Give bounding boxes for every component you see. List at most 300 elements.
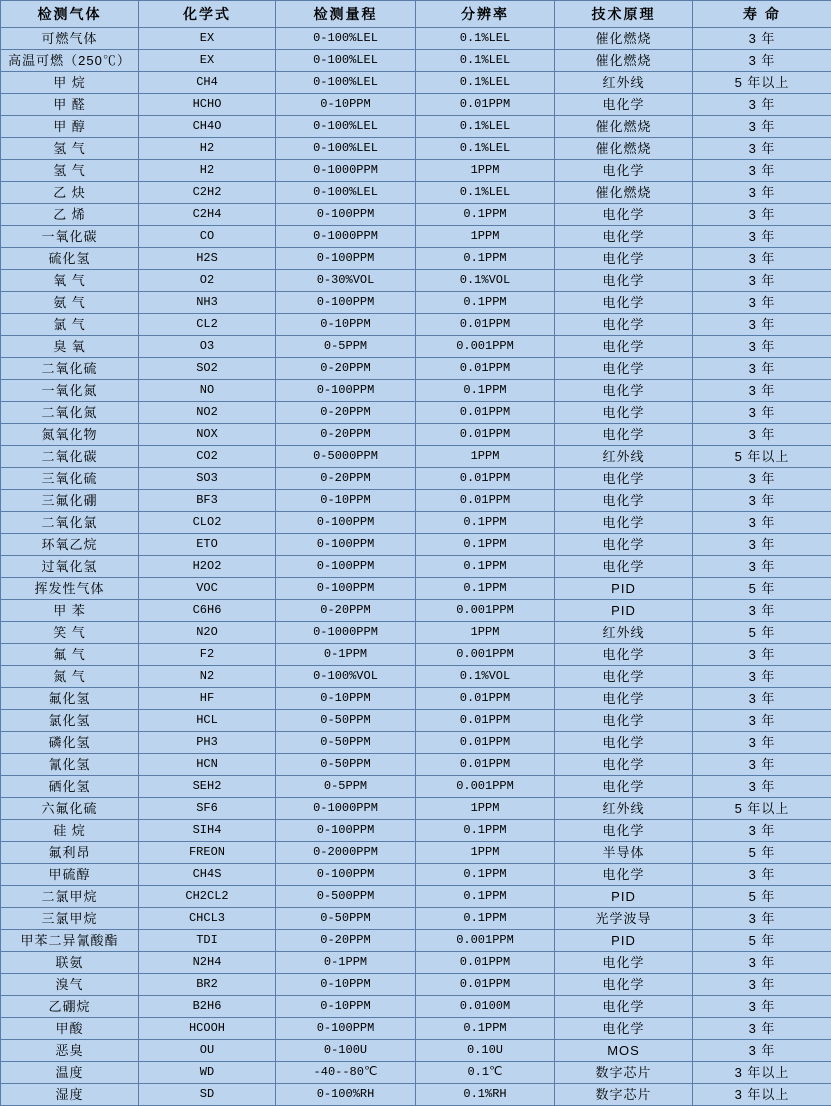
table-row: [1, 512, 831, 534]
table-cell: EX: [139, 28, 276, 50]
table-cell: 3 年: [693, 688, 831, 710]
table-cell: 湿度: [1, 1084, 139, 1106]
table-cell: 氟 气: [1, 644, 139, 666]
table-cell: 甲苯二异氰酸酯: [1, 930, 139, 952]
table-cell: CH4O: [139, 116, 276, 138]
table-row: [1, 578, 831, 600]
table-cell: 0-100%LEL: [276, 72, 416, 94]
table-cell: CH2CL2: [139, 886, 276, 908]
table-cell: C6H6: [139, 600, 276, 622]
table-cell: 甲酸: [1, 1018, 139, 1040]
table-cell: 0.001PPM: [416, 600, 555, 622]
table-row: [1, 116, 831, 138]
table-cell: 0.1PPM: [416, 556, 555, 578]
table-cell: 红外线: [555, 798, 693, 820]
table-cell: 高温可燃（250℃）: [1, 50, 139, 72]
table-cell: 氯化氢: [1, 710, 139, 732]
table-cell: 1PPM: [416, 798, 555, 820]
table-cell: 0.1%VOL: [416, 270, 555, 292]
table-cell: 0.1PPM: [416, 204, 555, 226]
table-cell: 甲 醇: [1, 116, 139, 138]
table-cell: 3 年: [693, 490, 831, 512]
table-cell: 电化学: [555, 248, 693, 270]
table-row: [1, 776, 831, 798]
table-cell: NO: [139, 380, 276, 402]
table-cell: 5 年以上: [693, 798, 831, 820]
table-cell: 光学波导: [555, 908, 693, 930]
table-cell: F2: [139, 644, 276, 666]
table-cell: SEH2: [139, 776, 276, 798]
table-cell: 3 年: [693, 336, 831, 358]
table-cell: MOS: [555, 1040, 693, 1062]
table-cell: 溴气: [1, 974, 139, 996]
table-cell: 0-100PPM: [276, 578, 416, 600]
table-cell: 硫化氢: [1, 248, 139, 270]
header-cell-gas: 检测气体: [1, 1, 139, 28]
header-cell-formula: 化学式: [139, 1, 276, 28]
table-cell: N2: [139, 666, 276, 688]
table-cell: 0-10PPM: [276, 688, 416, 710]
table-cell: 0-50PPM: [276, 754, 416, 776]
table-cell: 1PPM: [416, 842, 555, 864]
table-cell: 0-100PPM: [276, 556, 416, 578]
table-cell: PID: [555, 930, 693, 952]
table-cell: HF: [139, 688, 276, 710]
table-cell: H2S: [139, 248, 276, 270]
table-row: [1, 1018, 831, 1040]
table-cell: 0.001PPM: [416, 644, 555, 666]
table-cell: 六氟化硫: [1, 798, 139, 820]
table-cell: 0-10PPM: [276, 94, 416, 116]
table-cell: 0.01PPM: [416, 688, 555, 710]
table-cell: 可燃气体: [1, 28, 139, 50]
table-cell: 甲 醛: [1, 94, 139, 116]
table-cell: 电化学: [555, 270, 693, 292]
table-cell: B2H6: [139, 996, 276, 1018]
table-row: [1, 424, 831, 446]
table-row: [1, 380, 831, 402]
table-row: [1, 930, 831, 952]
table-cell: 0.1PPM: [416, 512, 555, 534]
table-cell: 0.1PPM: [416, 248, 555, 270]
table-cell: 一氧化碳: [1, 226, 139, 248]
table-cell: 电化学: [555, 358, 693, 380]
table-cell: 0-10PPM: [276, 974, 416, 996]
table-cell: 催化燃烧: [555, 50, 693, 72]
table-cell: 氢 气: [1, 160, 139, 182]
table-cell: OU: [139, 1040, 276, 1062]
table-cell: 0.1%LEL: [416, 138, 555, 160]
table-cell: PH3: [139, 732, 276, 754]
table-cell: 3 年: [693, 512, 831, 534]
table-cell: 甲 苯: [1, 600, 139, 622]
table-cell: 0-1000PPM: [276, 226, 416, 248]
table-row: [1, 292, 831, 314]
table-cell: 3 年: [693, 226, 831, 248]
table-cell: 恶臭: [1, 1040, 139, 1062]
table-cell: ETO: [139, 534, 276, 556]
table-row: [1, 50, 831, 72]
table-cell: 0.1%LEL: [416, 28, 555, 50]
table-cell: 电化学: [555, 160, 693, 182]
table-cell: H2: [139, 138, 276, 160]
table-cell: 1PPM: [416, 446, 555, 468]
table-cell: CO2: [139, 446, 276, 468]
table-cell: 数字芯片: [555, 1062, 693, 1084]
table-cell: 红外线: [555, 446, 693, 468]
table-cell: 催化燃烧: [555, 182, 693, 204]
table-cell: 联氨: [1, 952, 139, 974]
table-cell: 0.1%LEL: [416, 116, 555, 138]
table-cell: 电化学: [555, 1018, 693, 1040]
table-cell: 0.01PPM: [416, 710, 555, 732]
table-cell: O2: [139, 270, 276, 292]
table-cell: 电化学: [555, 226, 693, 248]
table-cell: 0-100PPM: [276, 512, 416, 534]
table-cell: 0.1%VOL: [416, 666, 555, 688]
table-row: [1, 248, 831, 270]
table-cell: 硅 烷: [1, 820, 139, 842]
table-cell: 0.01PPM: [416, 94, 555, 116]
table-row: [1, 710, 831, 732]
table-row: [1, 204, 831, 226]
table-cell: 5 年: [693, 842, 831, 864]
table-cell: 3 年: [693, 644, 831, 666]
table-cell: HCL: [139, 710, 276, 732]
table-cell: 5 年: [693, 622, 831, 644]
table-cell: 0.01PPM: [416, 952, 555, 974]
table-cell: PID: [555, 600, 693, 622]
table-row: [1, 974, 831, 996]
table-cell: 0-30%VOL: [276, 270, 416, 292]
table-cell: 0-5000PPM: [276, 446, 416, 468]
table-cell: H2O2: [139, 556, 276, 578]
table-row: [1, 226, 831, 248]
table-row: [1, 402, 831, 424]
table-cell: 3 年: [693, 864, 831, 886]
header-cell-resolution: 分辨率: [416, 1, 555, 28]
table-cell: 氰化氢: [1, 754, 139, 776]
table-cell: 电化学: [555, 974, 693, 996]
table-cell: 0.1PPM: [416, 380, 555, 402]
table-cell: 0.01PPM: [416, 490, 555, 512]
table-cell: 电化学: [555, 204, 693, 226]
table-cell: 3 年: [693, 182, 831, 204]
table-cell: 3 年: [693, 116, 831, 138]
table-cell: 乙硼烷: [1, 996, 139, 1018]
table-cell: 0-20PPM: [276, 930, 416, 952]
table-cell: 1PPM: [416, 226, 555, 248]
table-cell: -40--80℃: [276, 1062, 416, 1084]
table-cell: PID: [555, 578, 693, 600]
table-cell: 0.1%LEL: [416, 72, 555, 94]
table-cell: 1PPM: [416, 622, 555, 644]
table-cell: PID: [555, 886, 693, 908]
table-row: [1, 600, 831, 622]
table-cell: 红外线: [555, 622, 693, 644]
table-cell: 0-100PPM: [276, 820, 416, 842]
table-cell: 5 年以上: [693, 446, 831, 468]
table-cell: 氯 气: [1, 314, 139, 336]
table-row: [1, 952, 831, 974]
table-cell: 电化学: [555, 292, 693, 314]
table-cell: 三氟化硼: [1, 490, 139, 512]
table-cell: TDI: [139, 930, 276, 952]
table-cell: 催化燃烧: [555, 28, 693, 50]
table-cell: NOX: [139, 424, 276, 446]
table-cell: 5 年: [693, 930, 831, 952]
table-cell: 一氧化氮: [1, 380, 139, 402]
table-cell: 电化学: [555, 688, 693, 710]
table-cell: 0-10PPM: [276, 490, 416, 512]
table-cell: 3 年: [693, 732, 831, 754]
table-cell: 电化学: [555, 710, 693, 732]
table-cell: 电化学: [555, 380, 693, 402]
table-cell: 3 年: [693, 1040, 831, 1062]
table-cell: CHCL3: [139, 908, 276, 930]
table-cell: 氮 气: [1, 666, 139, 688]
table-cell: CO: [139, 226, 276, 248]
table-cell: 0-100PPM: [276, 292, 416, 314]
table-header: [1, 1, 831, 28]
table-cell: 氢 气: [1, 138, 139, 160]
table-cell: 红外线: [555, 72, 693, 94]
table-cell: 0.1PPM: [416, 820, 555, 842]
table-cell: 3 年: [693, 28, 831, 50]
table-cell: 甲 烷: [1, 72, 139, 94]
table-cell: N2O: [139, 622, 276, 644]
table-cell: 0.10U: [416, 1040, 555, 1062]
table-cell: 1PPM: [416, 160, 555, 182]
table-cell: 0.01PPM: [416, 358, 555, 380]
table-row: [1, 754, 831, 776]
table-cell: 温度: [1, 1062, 139, 1084]
table-body: [1, 28, 831, 1106]
table-cell: 0-2000PPM: [276, 842, 416, 864]
table-cell: 0-100%LEL: [276, 182, 416, 204]
table-cell: 3 年: [693, 952, 831, 974]
table-row: [1, 446, 831, 468]
table-cell: 0-100%LEL: [276, 50, 416, 72]
table-cell: 0.1%RH: [416, 1084, 555, 1106]
table-cell: 氧 气: [1, 270, 139, 292]
table-row: [1, 556, 831, 578]
table-cell: 二氧化氯: [1, 512, 139, 534]
table-cell: 3 年以上: [693, 1062, 831, 1084]
table-cell: 0-1PPM: [276, 644, 416, 666]
table-row: [1, 886, 831, 908]
table-cell: 0.001PPM: [416, 776, 555, 798]
table-cell: 3 年: [693, 270, 831, 292]
table-row: [1, 182, 831, 204]
table-row: [1, 138, 831, 160]
table-cell: 臭 氧: [1, 336, 139, 358]
table-cell: 0.01PPM: [416, 314, 555, 336]
table-cell: 3 年: [693, 776, 831, 798]
table-cell: WD: [139, 1062, 276, 1084]
table-cell: C2H2: [139, 182, 276, 204]
table-cell: C2H4: [139, 204, 276, 226]
table-cell: EX: [139, 50, 276, 72]
table-cell: 0-100%LEL: [276, 138, 416, 160]
table-row: [1, 996, 831, 1018]
table-cell: SIH4: [139, 820, 276, 842]
table-cell: 0-10PPM: [276, 314, 416, 336]
table-cell: 电化学: [555, 512, 693, 534]
table-cell: 电化学: [555, 820, 693, 842]
table-cell: 笑 气: [1, 622, 139, 644]
table-row: [1, 28, 831, 50]
table-cell: 0-20PPM: [276, 424, 416, 446]
header-cell-range: 检测量程: [276, 1, 416, 28]
table-cell: 3 年: [693, 974, 831, 996]
table-cell: 催化燃烧: [555, 138, 693, 160]
table-row: [1, 358, 831, 380]
table-row: [1, 798, 831, 820]
table-cell: 磷化氢: [1, 732, 139, 754]
table-cell: 3 年: [693, 908, 831, 930]
table-cell: 催化燃烧: [555, 116, 693, 138]
table-cell: 0-100U: [276, 1040, 416, 1062]
table-cell: 3 年: [693, 402, 831, 424]
table-cell: 二氧化硫: [1, 358, 139, 380]
table-cell: 二氧化氮: [1, 402, 139, 424]
table-row: [1, 490, 831, 512]
table-row: [1, 622, 831, 644]
table-cell: 电化学: [555, 468, 693, 490]
table-cell: SO3: [139, 468, 276, 490]
table-cell: 3 年: [693, 820, 831, 842]
table-row: [1, 314, 831, 336]
table-cell: 0-50PPM: [276, 908, 416, 930]
table-cell: 5 年: [693, 886, 831, 908]
table-row: [1, 820, 831, 842]
table-cell: 3 年: [693, 380, 831, 402]
table-cell: 0-20PPM: [276, 402, 416, 424]
header-cell-life: 寿 命: [693, 1, 831, 28]
table-cell: 电化学: [555, 402, 693, 424]
table-cell: NH3: [139, 292, 276, 314]
table-cell: 0-20PPM: [276, 358, 416, 380]
table-cell: 电化学: [555, 490, 693, 512]
table-row: [1, 1062, 831, 1084]
table-cell: 0.001PPM: [416, 336, 555, 358]
table-cell: 电化学: [555, 864, 693, 886]
table-cell: 0-100PPM: [276, 380, 416, 402]
table-cell: 0-100PPM: [276, 204, 416, 226]
header-cell-principle: 技术原理: [555, 1, 693, 28]
table-cell: 过氧化氢: [1, 556, 139, 578]
table-cell: 3 年: [693, 292, 831, 314]
table-cell: O3: [139, 336, 276, 358]
table-cell: CH4: [139, 72, 276, 94]
table-cell: 3 年: [693, 160, 831, 182]
table-cell: 0-100PPM: [276, 864, 416, 886]
table-cell: 电化学: [555, 336, 693, 358]
table-cell: 电化学: [555, 314, 693, 336]
table-cell: 电化学: [555, 424, 693, 446]
table-cell: 3 年: [693, 754, 831, 776]
table-cell: 3 年: [693, 138, 831, 160]
table-cell: 电化学: [555, 94, 693, 116]
table-cell: 0-10PPM: [276, 996, 416, 1018]
table-row: [1, 644, 831, 666]
table-cell: H2: [139, 160, 276, 182]
table-cell: 挥发性气体: [1, 578, 139, 600]
table-cell: 0-100%VOL: [276, 666, 416, 688]
table-cell: 3 年: [693, 710, 831, 732]
table-cell: 0-50PPM: [276, 732, 416, 754]
table-cell: 电化学: [555, 644, 693, 666]
table-cell: N2H4: [139, 952, 276, 974]
table-cell: 0.1PPM: [416, 1018, 555, 1040]
table-cell: 0.1PPM: [416, 886, 555, 908]
table-cell: 0.1PPM: [416, 578, 555, 600]
table-row: [1, 732, 831, 754]
table-cell: 电化学: [555, 666, 693, 688]
table-row: [1, 94, 831, 116]
table-row: [1, 468, 831, 490]
table-row: [1, 270, 831, 292]
table-cell: 电化学: [555, 754, 693, 776]
table-cell: VOC: [139, 578, 276, 600]
table-cell: 3 年: [693, 204, 831, 226]
table-row: [1, 666, 831, 688]
table-cell: CLO2: [139, 512, 276, 534]
table-cell: BR2: [139, 974, 276, 996]
table-cell: 0-5PPM: [276, 776, 416, 798]
table-cell: HCHO: [139, 94, 276, 116]
table-cell: 二氧化碳: [1, 446, 139, 468]
table-cell: 乙 炔: [1, 182, 139, 204]
table-cell: CL2: [139, 314, 276, 336]
table-row: [1, 72, 831, 94]
table-cell: 氟化氢: [1, 688, 139, 710]
table-cell: 电化学: [555, 732, 693, 754]
table-cell: 3 年以上: [693, 1084, 831, 1106]
table-cell: 0-500PPM: [276, 886, 416, 908]
table-cell: 0-20PPM: [276, 468, 416, 490]
header-row: [1, 1, 831, 28]
table-cell: CH4S: [139, 864, 276, 886]
table-cell: HCN: [139, 754, 276, 776]
table-cell: 0-100PPM: [276, 534, 416, 556]
table-cell: 0.1PPM: [416, 864, 555, 886]
table-cell: 3 年: [693, 50, 831, 72]
table-cell: 二氯甲烷: [1, 886, 139, 908]
table-cell: 0-50PPM: [276, 710, 416, 732]
table-cell: 0-100PPM: [276, 1018, 416, 1040]
table-cell: 0-1000PPM: [276, 160, 416, 182]
table-cell: 电化学: [555, 534, 693, 556]
table-cell: 0.1PPM: [416, 292, 555, 314]
table-cell: 电化学: [555, 952, 693, 974]
table-cell: 0.1PPM: [416, 908, 555, 930]
table-cell: 乙 烯: [1, 204, 139, 226]
table-cell: HCOOH: [139, 1018, 276, 1040]
table-cell: 3 年: [693, 600, 831, 622]
table-cell: 0-1PPM: [276, 952, 416, 974]
table-cell: 3 年: [693, 358, 831, 380]
table-cell: 0.01PPM: [416, 424, 555, 446]
table-cell: 0.1PPM: [416, 534, 555, 556]
table-cell: 3 年: [693, 996, 831, 1018]
table-cell: 半导体: [555, 842, 693, 864]
table-cell: 0-1000PPM: [276, 798, 416, 820]
table-cell: 0-100%RH: [276, 1084, 416, 1106]
table-row: [1, 160, 831, 182]
table-cell: 3 年: [693, 314, 831, 336]
